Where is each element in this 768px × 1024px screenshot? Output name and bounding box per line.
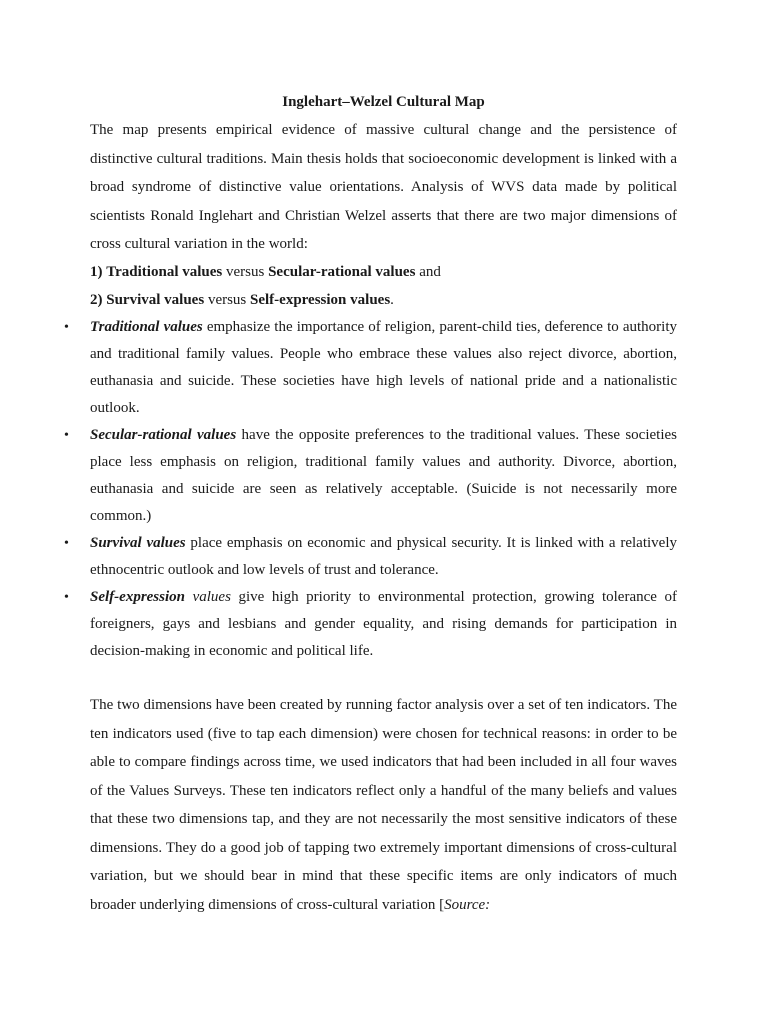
dimension-2-b: Self-expression values <box>250 292 391 308</box>
dimension-1-b: Secular-rational values <box>268 264 416 280</box>
dimension-2-number: 2) <box>90 292 103 308</box>
bullet-lead: Traditional values <box>90 319 203 335</box>
document-title: Inglehart–Welzel Cultural Map <box>282 94 485 110</box>
bullet-item-self-expression <box>0 584 677 665</box>
bullet-text: give high priority to environmental protection, growing tolerance of foreigners, gays and lesbians and gender equality, and rising demands for participation in decision-making in economic and political life. <box>90 589 678 659</box>
bullet-dot-icon: • <box>64 428 69 443</box>
bullet-item-traditional <box>0 314 677 422</box>
bullet-dot-icon: • <box>64 320 69 335</box>
bullet-text: have the opposite preferences to the traditional values. These societies place less emphasis on religion, traditional family values and authority. Divorce, abortion, euthanasia and suicide are seen as relatively acceptable. (Suicide is not necessarily more common.) <box>90 427 677 524</box>
dimension-2-versus: versus <box>207 292 247 308</box>
bullet-list <box>0 314 768 665</box>
bullet-lead-bold: Self-expression <box>90 589 185 605</box>
dimension-1-number: 1) <box>90 264 103 280</box>
dimension-1-tail: and <box>419 264 441 280</box>
source-label: Source: <box>444 896 491 913</box>
dimension-line-2 <box>90 286 677 314</box>
second-paragraph <box>90 691 677 919</box>
bullet-item-survival <box>0 530 677 584</box>
intro-paragraph: The map presents empirical evidence of massive cultural change and the persistence of distinctive cultural traditions. Main thesis holds that socioeconomic development is linked with a broad syndrome of distinctive value orientations. Analysis of WVS data made by political scientists Ronald Inglehart and Christian Welzel asserts that there are two major dimensions of cross cultural variation in the world: <box>90 122 677 252</box>
bullet-dot-icon: • <box>64 536 69 551</box>
bullet-dot-icon: • <box>64 590 69 605</box>
dimension-line-1 <box>90 258 677 286</box>
bullet-lead: Survival values <box>90 535 186 551</box>
bullet-lead: Secular-rational values <box>90 427 237 443</box>
bullet-text: place emphasis on economic and physical security. It is linked with a relatively ethnocentric outlook and low levels of trust and tolerance. <box>90 535 678 578</box>
dimension-2-a: Survival values <box>106 292 205 308</box>
dimension-2-tail: . <box>390 292 394 308</box>
bullet-text: emphasize the importance of religion, parent-child ties, deference to authority and traditional family values. People who embrace these values also reject divorce, abortion, euthanasia and suicide. These societies have high levels of national pride and a nationalistic outlook. <box>90 319 678 416</box>
dimension-1-a: Traditional values <box>106 264 223 280</box>
bullet-lead-italic: values <box>192 589 231 605</box>
second-paragraph-text: The two dimensions have been created by running factor analysis over a set of ten indicators. The ten indicators used (five to tap each dimension) were chosen for technical reasons: in order to be able to compare findings across time, we used indicators that had been included in all four waves of the Values Surveys. These ten indicators reflect only a handful of the many beliefs and values that these two dimensions tap, and they are not necessarily the most sensitive indicators of these dimensions. They do a good job of tapping two extremely important dimensions of cross-cultural variation, but we should bear in mind that these specific items are only indicators of much broader underlying dimensions of cross-cultural variation [ <box>90 697 677 913</box>
dimension-1-versus: versus <box>226 264 265 280</box>
bullet-item-secular <box>0 422 677 530</box>
